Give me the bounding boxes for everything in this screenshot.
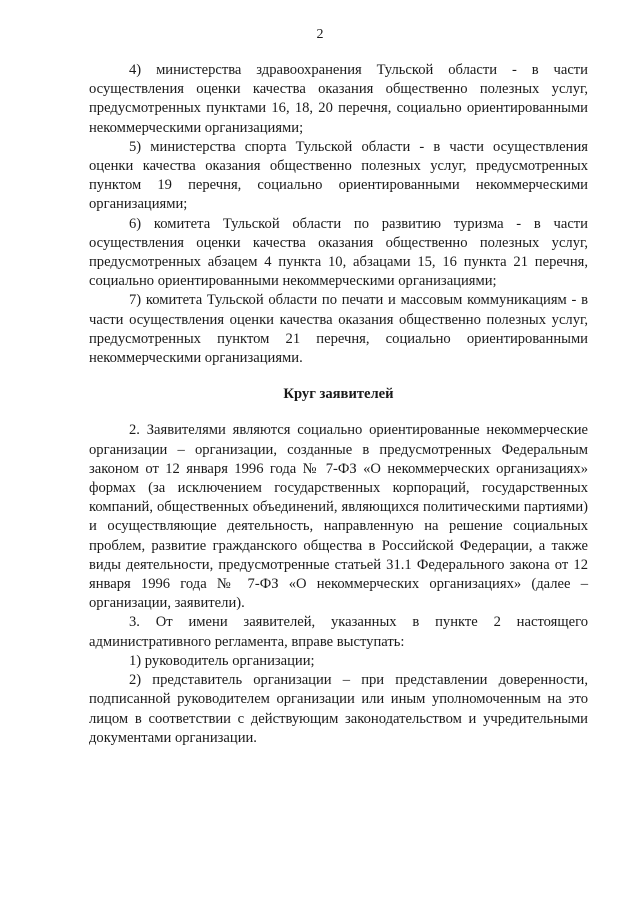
paragraph-item-6: 6) комитета Тульской области по развитию туризма - в части осуществления оценки качества оказания общественно полезных услуг, предусмотренных абзацем 4 пункта 10, абзацами 15, 16 пункта 21 перечня, социально ориентированными некоммерческими организациями; [89, 215, 588, 290]
paragraph-clause-3: 3. От имени заявителей, указанных в пункте 2 настоящего административного регламента, вправе выступать: [89, 614, 588, 650]
document-body [89, 61, 588, 748]
paragraph-item-5: 5) министерства спорта Тульской области - в части осуществления оценки качества оказания общественно полезных услуг, предусмотренных пунктом 19 перечня, социально ориентированными некоммерческими организациями; [89, 138, 588, 213]
section-heading: Круг заявителей [283, 386, 394, 403]
paragraph-item-4: 4) министерства здравоохранения Тульской области - в части осуществления оценки качества оказания общественно полезных услуг, предусмотренных пунктами 16, 18, 20 перечня, социально ориентированными некоммерческими организациями; [89, 62, 588, 136]
paragraph-sub-1: 1) руководитель организации; [129, 652, 315, 669]
page-number: 2 [316, 27, 324, 42]
paragraph-clause-2: 2. Заявителями являются социально ориентированные некоммерческие организации – организации, созданные в предусмотренных Федеральным законом от 12 января 1996 года № 7-ФЗ «О некоммерческих организациях» формах (за исключением государственных корпораций, государственных компаний, общественных объединений, являющихся политическими партиями) и осуществляющие деятельность, направленную на решение социальных проблем, развитие гражданского общества в Российской Федерации, а также виды деятельности, предусмотренные статьей 31.1 Федерального закона от 12 января 1996 года № 7-ФЗ «О некоммерческих организациях» (далее – организации, заявители). [89, 422, 588, 612]
paragraph-sub-2: 2) представитель организации – при представлении доверенности, подписанной руководителем организации или иным уполномоченным на это лицом в соответствии с действующим законодательством и учредительными документами организации. [89, 672, 588, 746]
paragraph-item-7: 7) комитета Тульской области по печати и массовым коммуникациям - в части осуществления оценки качества оказания общественно полезных услуг, предусмотренных пунктом 21 перечня, социально ориентированными некоммерческими организациями. [89, 292, 588, 367]
